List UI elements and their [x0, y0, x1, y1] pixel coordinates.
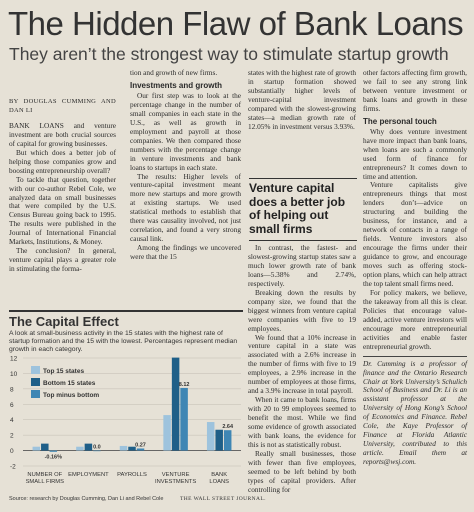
column-3-continued	[248, 244, 356, 495]
capital-effect-chart	[9, 310, 243, 506]
paragraph: Why does venture investment have more impact than bank loans, when loans are such a commonly used form of finance for entrepreneurs? It comes down to time and attention.	[363, 126, 467, 181]
paragraph: For policy makers, we believe, the takeaway from all this is clear. Policies that encourage value-added, active venture investors will encourage more entrepreneurial activities and enable faster entrepreneurial growth.	[363, 287, 467, 351]
paragraph: When it came to bank loans, firms with 20 to 99 employees seemed to benefit the most. While we find some evidence of growth associated with bank loans, the evidence for this is not as statistically robust.	[248, 395, 356, 449]
x-category-label: LOANS	[209, 479, 230, 485]
x-category-label: NUMBER OF	[27, 472, 63, 478]
bar-top-15-states	[163, 415, 171, 450]
column-2	[130, 69, 241, 262]
x-category-label: SMALL FIRMS	[25, 479, 65, 485]
data-label: 2.64	[222, 424, 234, 431]
section-heading: Investments and growth	[130, 80, 223, 90]
y-tick-label: 0	[10, 448, 14, 456]
x-category-label: EMPLOYMENT	[68, 472, 109, 478]
paragraph: To tackle that question, together with our co-author Rebel Cole, we analyzed data on small businesses that were compiled by the U.S. Census Bureau going back to 1995. The results were published in the Journal of International Financial Markets, Institutions, & Money.	[9, 174, 116, 247]
paragraph: Really small businesses, those with fewer than five employees, seemed to be left behind by both types of capital providers. After controlling for	[248, 448, 356, 494]
masthead: THE WALL STREET JOURNAL.	[180, 496, 266, 502]
author-bio: Dr. Cumming is a professor of finance and the Ontario Research Chair at York University’s Schulich School of Business and Dr. Li is an assistant professor at the University of Hong Kong’s School of Economics and Finance. Rebel Cole, the Kaye Professor of Finance at Florida Atlantic University, contributed to this article. Email them at reports@wsj.com.	[363, 356, 467, 467]
paragraph: other factors affecting firm growth, we fail to see any strong link between venture investment or bank loans and growth in these firms.	[363, 68, 467, 113]
paragraph: In contrast, the fastest- and slowest-growing startup states saw a much lower growth rate of bank loans—5.38% and 2.74%, respectively.	[248, 243, 356, 288]
x-category-label: PAYROLLS	[117, 472, 147, 478]
pull-quote: Venture capital does a better job of helping out small firms	[249, 178, 357, 241]
legend-label: Bottom 15 states	[43, 380, 96, 387]
paragraph: states with the highest rate of growth in startup formation showed substantially higher levels of venture-capital investment compared with the slowest-growing states—a median growth rate of 12.05% in investment versus 3.93%.	[248, 68, 356, 131]
column-1	[9, 98, 116, 274]
paragraph: Our first step was to look at the percentage change in the number of small companies in each state in the U.S., as well as growth in employment and payroll at those companies. We then compared those numbers with the percentage change in venture investments and bank loans to startups in each state.	[130, 90, 241, 172]
paragraph: Venture capitalists give entrepreneurs things that most lenders don’t—advice on structuring and building the business, for instance, and a network of contacts in a range of fields. Venture investors also encourage the firms under their guidance to grow, and encourage moves such as offering stock-option plans, which can help attract the top talent small firms need.	[363, 180, 467, 288]
bar-top-15-states	[33, 447, 41, 451]
bar-top-minus-bottom	[224, 430, 232, 450]
data-label: 0.27	[135, 442, 146, 449]
y-tick-label: 6	[10, 401, 14, 409]
legend-swatch	[31, 366, 40, 374]
y-tick-label: 2	[10, 432, 14, 440]
data-label: -0.16%	[44, 454, 63, 461]
section-heading: The personal touch	[363, 116, 437, 126]
column-3	[248, 69, 356, 132]
chart-subtitle: A look at small-business activity in the 15 states with the highest rate of startup formation and the 15 with the lowest. Percentages represent median growth in each category.	[9, 330, 238, 353]
bar-top-15-states	[76, 447, 84, 451]
paragraph: The results: Higher levels of venture-capital investment meant more new startups and more growth at existing startups. We used statistical methods to establish that there was causality involved, not just correlation, and found a very strong causal link.	[130, 171, 241, 244]
bar-bottom-15-states	[41, 444, 49, 451]
legend-swatch	[31, 390, 40, 398]
bar-chart	[9, 354, 243, 500]
x-category-label: VENTURE	[161, 472, 190, 478]
headline: The Hidden Flaw of Bank Loans	[8, 5, 464, 42]
data-label: 0.0	[93, 444, 101, 451]
bar-top-minus-bottom	[180, 388, 188, 451]
y-tick-label: -2	[10, 463, 16, 471]
bar-top-minus-bottom	[93, 451, 101, 452]
bar-bottom-15-states	[215, 430, 223, 451]
bar-bottom-15-states	[172, 358, 180, 451]
data-label: 8.12	[178, 381, 190, 388]
column-4	[363, 69, 467, 467]
subheadline: They aren’t the strongest way to stimulate startup growth	[9, 44, 449, 64]
paragraph: But which does a better job of helping those companies grow and boosting entrepreneurship overall?	[9, 147, 116, 175]
paragraph: Among the findings we uncovered were that the 15	[130, 243, 241, 262]
legend-label: Top 15 states	[43, 368, 85, 375]
y-tick-label: 8	[10, 386, 14, 394]
paragraph: We found that a 10% increase in venture capital in a state was associated with a 2.6% increase in the number of firms with five to 19 employees, a 2.9% increase in the number of employees at those firms, and a 3.9% increase in total payroll.	[248, 332, 356, 396]
bar-top-minus-bottom	[50, 451, 58, 452]
byline: BY DOUGLAS CUMMING AND DAN LI	[9, 98, 116, 114]
paragraph: Breaking down the results by company size, we found that the biggest winners from venture capital were companies with five to 19 employees.	[248, 287, 356, 333]
chart-source: Source: research by Douglas Cumming, Dan Li and Rebel Cole	[9, 496, 164, 502]
legend-label: Top minus bottom	[43, 392, 100, 399]
bar-top-15-states	[207, 422, 215, 451]
bar-bottom-15-states	[85, 444, 93, 451]
paragraph: tion and growth of new firms.	[130, 68, 218, 77]
y-tick-label: 4	[10, 417, 14, 425]
x-category-label: BANK	[211, 472, 228, 478]
paragraph: The conclusion? In general, venture capital plays a greater role in stimulating the forma-	[9, 246, 116, 274]
y-tick-label: 12	[10, 355, 18, 363]
bar-top-minus-bottom	[137, 448, 145, 450]
x-category-label: INVESTMENTS	[154, 479, 197, 485]
chart-title: The Capital Effect	[9, 310, 243, 329]
legend-swatch	[31, 378, 40, 386]
bar-top-15-states	[120, 446, 128, 451]
paragraph: BANK LOANS and venture investment are both crucial sources of capital for growing businesses.	[9, 120, 116, 148]
y-tick-label: 10	[10, 370, 18, 378]
